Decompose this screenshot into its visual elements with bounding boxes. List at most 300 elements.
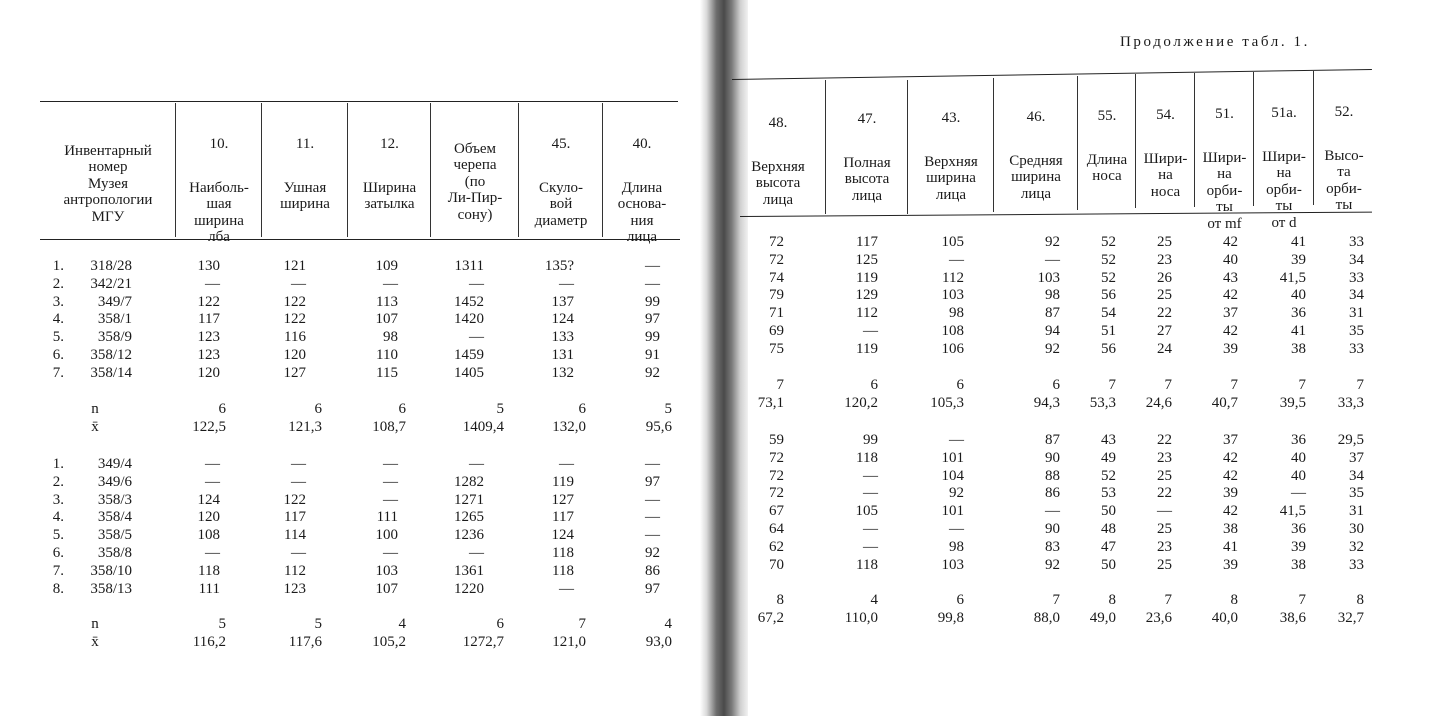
- column-header-face-base-length: [603, 119, 681, 246]
- column-header-ear-width: [262, 119, 348, 213]
- table-cell: 47: [1101, 538, 1116, 555]
- table-cell: 53: [1101, 485, 1116, 502]
- table-cell: 103: [1037, 269, 1060, 286]
- row-index: 1.: [52, 258, 64, 274]
- column-title: Ушная ширина: [280, 179, 330, 212]
- column-title: Шири- на орби- ты от mf: [1202, 149, 1247, 232]
- table-cell: 122: [283, 311, 306, 328]
- table-cell: 41: [1291, 234, 1306, 250]
- table-cell: 54: [1101, 305, 1116, 322]
- table-cell: 37: [1223, 432, 1238, 448]
- inventory-number: 318/28: [90, 258, 132, 274]
- stat-count: 7: [1164, 592, 1172, 608]
- stat-count: 8: [1108, 592, 1116, 608]
- column-number: 46.: [1026, 108, 1046, 125]
- table-cell: —: [205, 545, 220, 561]
- table-cell: 31: [1349, 503, 1364, 520]
- stat-count: 4: [398, 616, 406, 632]
- table-cell: 98: [949, 538, 964, 555]
- stat-count: 6: [956, 592, 964, 608]
- inventory-number: 358/5: [97, 527, 132, 544]
- table-cell: 117: [284, 509, 306, 526]
- inventory-number: 358/13: [90, 580, 132, 597]
- table-cell: 31: [1349, 305, 1364, 322]
- table-cell: 99: [645, 293, 660, 310]
- table-cell: —: [863, 538, 878, 555]
- row-index: 2.: [52, 473, 64, 490]
- column-title: Полная высота лица: [843, 154, 891, 204]
- table-cell: 125: [855, 251, 878, 268]
- table-cell: 50: [1101, 556, 1116, 573]
- table-cell: 40: [1291, 467, 1306, 484]
- stat-mean: 94,3: [1033, 394, 1060, 411]
- table-cell: 103: [941, 287, 964, 304]
- column-number: 48.: [768, 114, 788, 131]
- column-header-occiput-width: [348, 119, 431, 213]
- stat-count: 7: [1298, 377, 1306, 393]
- table-cell: 112: [284, 562, 306, 579]
- inventory-number: 358/12: [90, 347, 132, 363]
- table-cell: 72: [769, 449, 784, 466]
- table-cell: —: [1045, 503, 1060, 520]
- table-cell: 86: [1045, 485, 1060, 502]
- stat-mean: 23,6: [1145, 609, 1172, 626]
- left-page: [0, 0, 712, 716]
- table-cell: 118: [856, 449, 878, 466]
- stat-mean: 95,6: [645, 418, 672, 435]
- stat-count: 6: [870, 377, 878, 393]
- table-cell: 104: [941, 467, 964, 484]
- table-cell: 86: [645, 562, 660, 579]
- stat-mean: 73,1: [757, 394, 784, 411]
- table-cell: 112: [856, 305, 878, 322]
- table-cell: 111: [198, 580, 220, 597]
- table-cell: 83: [1045, 538, 1060, 555]
- column-number: 40.: [632, 135, 652, 152]
- table-top-rule: [40, 101, 678, 102]
- table-cell: 87: [1045, 432, 1060, 448]
- column-title: Ширина затылка: [362, 179, 417, 212]
- inventory-number: 349/7: [97, 293, 132, 310]
- table-cell: 42: [1223, 234, 1238, 250]
- table-cell: 117: [856, 234, 878, 250]
- inventory-number: 349/4: [97, 456, 132, 472]
- table-cell: 120: [283, 347, 306, 363]
- table-cell: —: [1157, 503, 1172, 520]
- table-cell: 133: [551, 329, 574, 346]
- table-cell: 40: [1291, 449, 1306, 466]
- table-cell: 97: [645, 311, 660, 328]
- table-cell: 131: [551, 347, 574, 363]
- stat-count: 7: [1298, 592, 1306, 608]
- row-index: 3.: [52, 491, 64, 508]
- table-cell: 106: [941, 340, 964, 357]
- column-title: Шири- на носа: [1143, 150, 1188, 200]
- stat-count: 6: [578, 401, 586, 417]
- column-number: 45.: [551, 135, 571, 152]
- table-cell: 52: [1101, 251, 1116, 268]
- table-cell: —: [949, 432, 964, 448]
- table-cell: 1220: [454, 580, 484, 597]
- stat-mean: 67,2: [757, 609, 784, 626]
- table-cell: 36: [1291, 432, 1306, 448]
- table-cell: 124: [197, 491, 220, 508]
- table-cell: 56: [1101, 287, 1116, 304]
- table-cell: 123: [197, 329, 220, 346]
- table-cell: 42: [1223, 503, 1238, 520]
- table-cell: —: [645, 275, 660, 292]
- inventory-number: 358/4: [97, 509, 132, 526]
- table-cell: 1311: [454, 258, 484, 274]
- column-header-bizygomatic: [519, 119, 603, 229]
- table-cell: 118: [856, 556, 878, 573]
- column-title: Длина носа: [1086, 151, 1128, 184]
- table-cell: 59: [769, 432, 784, 448]
- column-header-orbit-width-d: [1254, 88, 1314, 231]
- table-cell: 1236: [454, 527, 484, 544]
- table-cell: 94: [1045, 323, 1060, 339]
- stat-mean: 40,0: [1211, 609, 1238, 626]
- table-cell: 33: [1349, 269, 1364, 286]
- table-cell: 107: [375, 580, 398, 597]
- table-cell: 70: [769, 556, 784, 573]
- table-cell: 105: [941, 234, 964, 250]
- table-cell: 23: [1157, 449, 1172, 466]
- table-cell: 108: [197, 527, 220, 544]
- table-cell: 35: [1349, 485, 1364, 502]
- table-cell: 1405: [454, 364, 484, 381]
- table-cell: 72: [769, 234, 784, 250]
- table-cell: 43: [1101, 432, 1116, 448]
- table-cell: —: [469, 275, 484, 292]
- table-cell: 41,5: [1279, 269, 1306, 286]
- table-cell: 123: [283, 580, 306, 597]
- inventory-number: 358/9: [97, 329, 132, 346]
- table-cell: 92: [1045, 556, 1060, 573]
- table-cell: 127: [551, 491, 574, 508]
- table-cell: 120: [197, 364, 220, 381]
- stat-mean: 33,3: [1337, 394, 1364, 411]
- table-cell: 105: [855, 503, 878, 520]
- stat-count: 5: [664, 401, 672, 417]
- table-cell: 69: [769, 323, 784, 339]
- stat-mean: 108,7: [372, 418, 406, 435]
- table-cell: 1420: [454, 311, 484, 328]
- table-cell: 119: [856, 340, 878, 357]
- column-number: 10.: [209, 135, 229, 152]
- stat-count: 8: [1230, 592, 1238, 608]
- stat-count: 7: [1108, 377, 1116, 393]
- table-cell: 98: [383, 329, 398, 346]
- table-cell: 33: [1349, 340, 1364, 357]
- table-cell: 101: [941, 503, 964, 520]
- stat-mean: 121,3: [288, 418, 322, 435]
- table-cell: 117: [198, 311, 220, 328]
- table-cell: 72: [769, 251, 784, 268]
- table-cell: 120: [197, 509, 220, 526]
- inventory-number: 358/8: [97, 545, 132, 561]
- table-cell: 122: [283, 293, 306, 310]
- table-cell: 48: [1101, 521, 1116, 537]
- table-cell: 113: [376, 293, 398, 310]
- stat-mean: 105,3: [930, 394, 964, 411]
- table-cell: 118: [552, 562, 574, 579]
- column-title: Инвентарный номер Музея антропологии МГУ: [63, 142, 153, 225]
- table-cell: 40: [1223, 251, 1238, 268]
- table-cell: 92: [1045, 340, 1060, 357]
- column-header-orbit-width-mf: [1195, 89, 1254, 232]
- table-cell: 79: [769, 287, 784, 304]
- table-cell: —: [645, 258, 660, 274]
- table-cell: 36: [1291, 521, 1306, 537]
- table-cell: 107: [375, 311, 398, 328]
- column-header-nose-length: [1078, 91, 1136, 185]
- table-cell: 49: [1101, 449, 1116, 466]
- table-cell: 42: [1223, 449, 1238, 466]
- table-cell: 127: [283, 364, 306, 381]
- stat-count: 5: [218, 616, 226, 632]
- table-cell: 124: [551, 311, 574, 328]
- inventory-number: 342/21: [90, 275, 132, 292]
- table-cell: 30: [1349, 521, 1364, 537]
- table-cell: 25: [1157, 556, 1172, 573]
- table-cell: 99: [863, 432, 878, 448]
- inventory-number: 358/1: [97, 311, 132, 328]
- column-title: Длина основа- ния лица: [617, 179, 667, 245]
- stat-mean: 110,0: [844, 609, 878, 626]
- table-cell: 33: [1349, 556, 1364, 573]
- column-title: Средняя ширина лица: [1009, 152, 1063, 202]
- table-cell: 110: [376, 347, 398, 363]
- table-cell: 87: [1045, 305, 1060, 322]
- column-header-inventory: [40, 126, 176, 225]
- table-cell: —: [383, 491, 398, 508]
- table-cell: 52: [1101, 269, 1116, 286]
- table-cell: 38: [1291, 556, 1306, 573]
- table-cell: 34: [1349, 467, 1364, 484]
- table-cell: 99: [645, 329, 660, 346]
- table-cell: 38: [1291, 340, 1306, 357]
- column-title: Шири- на орби- ты от d: [1262, 148, 1306, 231]
- table-cell: 39: [1291, 251, 1306, 268]
- table-cell: 34: [1349, 251, 1364, 268]
- table-cell: 100: [375, 527, 398, 544]
- stat-count: 7: [1164, 377, 1172, 393]
- table-cell: 25: [1157, 521, 1172, 537]
- table-cell: 123: [197, 347, 220, 363]
- table-cell: —: [645, 456, 660, 472]
- column-number: 54.: [1156, 106, 1175, 123]
- stat-mean: 53,3: [1089, 394, 1116, 411]
- table-cell: 114: [284, 527, 306, 544]
- row-index: 7.: [52, 364, 64, 381]
- table-cell: 122: [197, 293, 220, 310]
- stat-count: 6: [1052, 377, 1060, 393]
- row-index: 8.: [52, 580, 64, 597]
- table-cell: —: [469, 545, 484, 561]
- table-cell: 39: [1223, 556, 1238, 573]
- table-cell: 56: [1101, 340, 1116, 357]
- stat-count: 7: [1052, 592, 1060, 608]
- table-cell: 74: [769, 269, 784, 286]
- table-cell: —: [863, 521, 878, 537]
- column-number: 52.: [1334, 103, 1354, 120]
- stat-count: 6: [496, 616, 504, 632]
- table-cell: 135?: [544, 258, 574, 274]
- table-cell: 34: [1349, 287, 1364, 304]
- table-cell: 38: [1223, 521, 1238, 537]
- table-cell: 117: [552, 509, 574, 526]
- table-cell: 52: [1101, 467, 1116, 484]
- table-cell: 41: [1223, 538, 1238, 555]
- table-cell: —: [383, 275, 398, 292]
- table-cell: 101: [941, 449, 964, 466]
- table-cell: 62: [769, 538, 784, 555]
- table-cell: 32: [1349, 538, 1364, 555]
- stat-mean: 24,6: [1145, 394, 1172, 411]
- inventory-number: 349/6: [97, 473, 132, 490]
- table-cell: —: [383, 456, 398, 472]
- stat-count: 5: [314, 616, 322, 632]
- row-index: 4.: [52, 311, 64, 328]
- table-cell: 22: [1157, 305, 1172, 322]
- column-header-nose-width: [1136, 90, 1195, 200]
- table-cell: 88: [1045, 467, 1060, 484]
- table-cell: 27: [1157, 323, 1172, 339]
- table-cell: 91: [645, 347, 660, 363]
- table-cell: 26: [1157, 269, 1172, 286]
- stat-mean: 93,0: [645, 633, 672, 650]
- table-cell: 39: [1291, 538, 1306, 555]
- table-cell: 35: [1349, 323, 1364, 339]
- table-cell: 71: [769, 305, 784, 322]
- table-cell: 108: [941, 323, 964, 339]
- table-cell: 50: [1101, 503, 1116, 520]
- table-cell: 132: [551, 364, 574, 381]
- stat-count: 7: [1230, 377, 1238, 393]
- column-number: 47.: [857, 110, 877, 127]
- table-cell: 119: [552, 473, 574, 490]
- stat-mean: 88,0: [1033, 609, 1060, 626]
- table-cell: 24: [1157, 340, 1172, 357]
- table-cell: 72: [769, 467, 784, 484]
- stat-count: 6: [956, 377, 964, 393]
- table-cell: —: [559, 580, 574, 597]
- table-cell: 111: [376, 509, 398, 526]
- column-header-upper-face-width: [908, 93, 994, 203]
- table-cell: 33: [1349, 234, 1364, 250]
- column-header-total-face-height: [826, 94, 908, 204]
- table-cell: 124: [551, 527, 574, 544]
- column-number: 55.: [1097, 107, 1117, 124]
- table-cell: —: [863, 467, 878, 484]
- column-number: 51.: [1215, 105, 1234, 122]
- table-cell: —: [645, 491, 660, 508]
- table-cell: 97: [645, 580, 660, 597]
- stat-mean: 105,2: [372, 633, 406, 650]
- stat-mean: 117,6: [288, 633, 322, 650]
- table-cell: —: [291, 456, 306, 472]
- table-cell: 129: [855, 287, 878, 304]
- stat-mean: 121,0: [552, 633, 586, 650]
- table-cell: —: [645, 527, 660, 544]
- stat-count: 7: [578, 616, 586, 632]
- table-cell: 29,5: [1337, 432, 1364, 448]
- table-cell: 40: [1291, 287, 1306, 304]
- table-cell: —: [291, 473, 306, 490]
- table-cell: 118: [552, 545, 574, 561]
- table-cell: —: [383, 545, 398, 561]
- table-cell: —: [559, 456, 574, 472]
- stat-mean: 132,0: [552, 418, 586, 435]
- stat-label-mean: x̄: [91, 633, 99, 650]
- table-cell: 52: [1101, 234, 1116, 250]
- stat-mean: 49,0: [1089, 609, 1116, 626]
- table-cell: —: [469, 329, 484, 346]
- table-cell: 1282: [454, 473, 484, 490]
- stat-count: 7: [776, 377, 784, 393]
- table-cell: 25: [1157, 287, 1172, 304]
- table-cell: 92: [1045, 234, 1060, 250]
- column-title: Верхняя высота лица: [751, 158, 805, 208]
- stat-mean: 122,5: [192, 418, 226, 435]
- table-cell: 92: [645, 545, 660, 561]
- row-index: 7.: [52, 562, 64, 579]
- table-cell: 25: [1157, 467, 1172, 484]
- row-index: 4.: [52, 509, 64, 526]
- stat-count: 4: [870, 592, 878, 608]
- table-cell: 119: [856, 269, 878, 286]
- table-cell: 41: [1291, 323, 1306, 339]
- table-cell: —: [949, 521, 964, 537]
- table-cell: 1452: [454, 293, 484, 310]
- stat-mean: 99,8: [937, 609, 964, 626]
- stat-count: 7: [1356, 377, 1364, 393]
- table-cell: 1265: [454, 509, 484, 526]
- stat-mean: 38,6: [1279, 609, 1306, 626]
- table-cell: 1361: [454, 562, 484, 579]
- table-cell: 37: [1349, 449, 1364, 466]
- table-cell: —: [383, 473, 398, 490]
- table-cell: 1271: [454, 491, 484, 508]
- table-cell: —: [291, 545, 306, 561]
- column-number: 51a.: [1271, 104, 1297, 121]
- stat-label-mean: x̄: [91, 418, 99, 435]
- table-cell: 23: [1157, 538, 1172, 555]
- stat-count: 6: [314, 401, 322, 417]
- row-index: 5.: [52, 527, 64, 544]
- table-cell: 122: [283, 491, 306, 508]
- stat-mean: 1409,4: [462, 418, 504, 435]
- stat-mean: 40,7: [1211, 394, 1238, 411]
- table-cell: 130: [197, 258, 220, 274]
- stat-label-n: n: [91, 616, 99, 632]
- table-cell: 67: [769, 503, 784, 520]
- column-number: 43.: [941, 109, 961, 126]
- column-header-skull-volume: [431, 124, 519, 223]
- stat-mean: 120,2: [844, 394, 878, 411]
- table-cell: 37: [1223, 305, 1238, 322]
- row-index: 1.: [52, 456, 64, 472]
- column-header-upper-face-height: [734, 98, 822, 208]
- table-cell: 98: [1045, 287, 1060, 304]
- table-cell: 116: [284, 329, 306, 346]
- inventory-number: 358/10: [90, 562, 132, 579]
- table-cell: 103: [375, 562, 398, 579]
- table-cell: 39: [1223, 340, 1238, 357]
- table-cell: 115: [376, 364, 398, 381]
- column-title: Высо- та орби- ты: [1324, 147, 1364, 213]
